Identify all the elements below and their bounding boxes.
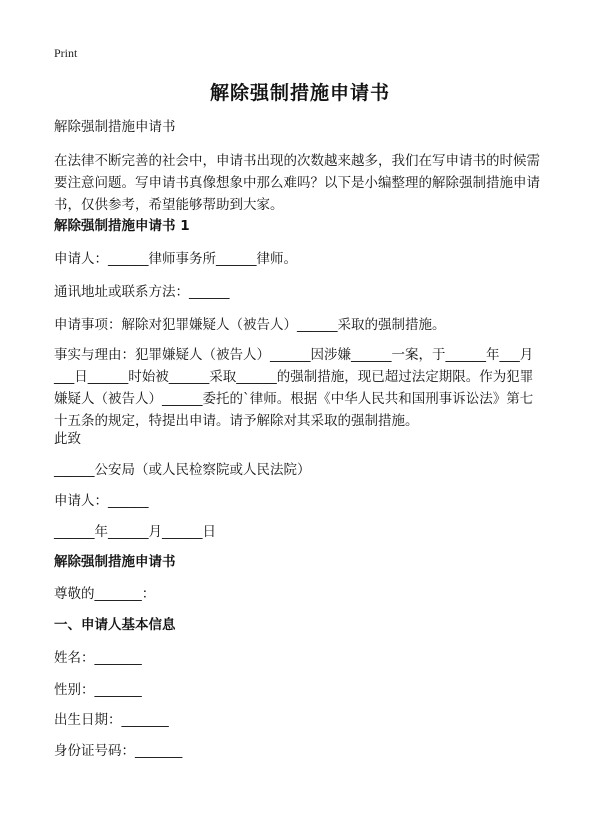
salutation: 此致	[54, 431, 81, 447]
date-line: ______年______月______日	[54, 524, 216, 540]
request-line: 申请事项：解除对犯罪嫌疑人（被告人）______采取的强制措施。	[54, 317, 446, 333]
name-field: 姓名：_______	[54, 650, 142, 666]
section2-heading: 解除强制措施申请书	[54, 554, 176, 570]
part1-heading: 一、申请人基本信息	[54, 617, 176, 633]
print-link[interactable]: Print	[54, 46, 78, 60]
document-subtitle: 解除强制措施申请书	[54, 119, 176, 135]
signature-line: 申请人：______	[54, 493, 149, 509]
document-title: 解除强制措施申请书	[209, 82, 390, 104]
address-line: 通讯地址或联系方法：______	[54, 284, 230, 300]
section1-heading: 解除强制措施申请书 1	[54, 218, 190, 234]
birth-date-field: 出生日期：_______	[54, 712, 169, 728]
gender-field: 性别：_______	[54, 682, 142, 698]
facts-line-2: ___日______时始被______采取______的强制措施，现已超过法定期限。作为犯罪	[54, 369, 534, 385]
intro-paragraph: 在法律不断完善的社会中，申请书出现的次数越来越多，我们在写申请书的时候需要注意问题。写申请书真像想象中那么难吗？以下是小编整理的解除强制措施申请书，仅供参考，希望能够帮助到大家。	[54, 153, 540, 213]
facts-line-4: 十五条的规定，特提出申请。请予解除对其采取的强制措施。	[54, 413, 419, 429]
greeting-line: 尊敬的_______：	[54, 586, 156, 602]
applicant-line: 申请人：______律师事务所______律师。	[54, 251, 297, 267]
facts-line-1: 事实与理由：犯罪嫌疑人（被告人）______因涉嫌______一案，于______年___月	[54, 347, 534, 363]
facts-line-3: 嫌疑人（被告人）______委托的`律师。根据《中华人民共和国刑事诉讼法》第七	[54, 391, 534, 407]
recipient-line: ______公安局（或人民检察院或人民法院）	[54, 462, 311, 478]
id-number-field: 身份证号码：_______	[54, 743, 183, 759]
